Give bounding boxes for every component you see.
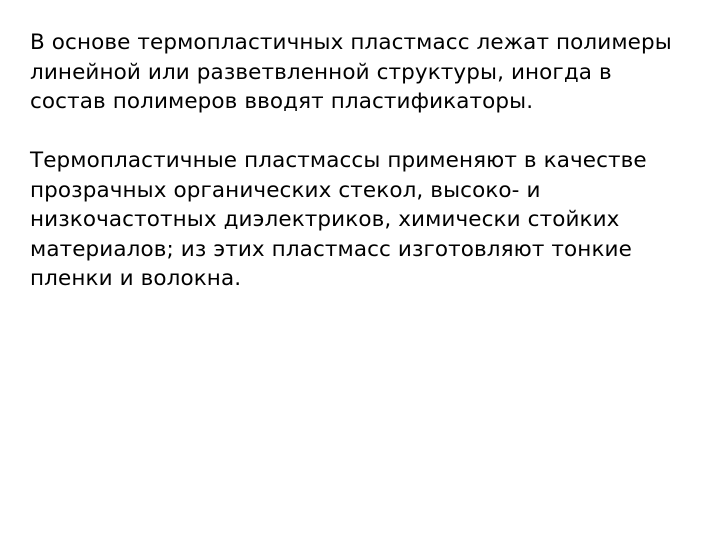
slide-text-body [30,28,692,294]
paragraph-2: Термопластичные пластмассы применяют в качестве прозрачных органических стекол, высоко- и низкочастотных диэлектриков, химически стойких материалов; из этих пластмасс изготовляют тонкие пленки и волокна. [30,148,647,291]
paragraph-1: В основе термопластичных пластмасс лежат полимеры линейной или разветвленной структуры, иногда в состав полимеров вводят пластификаторы. [30,30,672,114]
